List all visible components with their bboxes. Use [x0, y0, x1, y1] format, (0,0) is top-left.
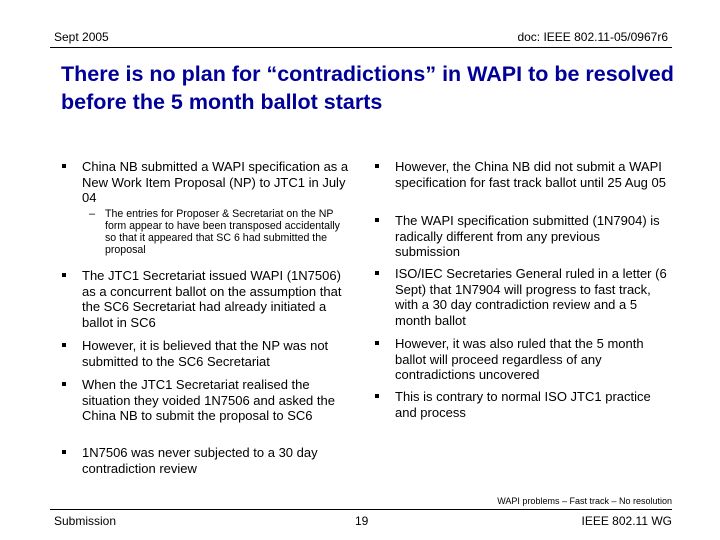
bullet-icon [62, 164, 66, 168]
bullet-icon [375, 341, 379, 345]
dash-icon: – [89, 208, 96, 220]
list-item: China NB submitted a WAPI specification as a New Work Item Proposal (NP) to JTC1 in July 04 [82, 159, 352, 206]
list-item: The JTC1 Secretariat issued WAPI (1N7506) as a concurrent ballot on the assumption that the SC6 Secretariat had already initiated a ballot in SC6 [82, 268, 352, 330]
bullet-icon [62, 273, 66, 277]
list-item: However, it is believed that the NP was not submitted to the SC6 Secretariat [82, 338, 352, 369]
bullet-icon [375, 394, 379, 398]
bullet-icon [375, 164, 379, 168]
slide-title: There is no plan for “contradictions” in WAPI to be resolved before the 5 month ballot starts [61, 62, 674, 114]
list-item: When the JTC1 Secretariat realised the situation they voided 1N7506 and asked the China NB to submit the proposal to SC6 [82, 377, 352, 424]
bullet-icon [375, 218, 379, 222]
list-subitem: – The entries for Proposer & Secretariat on the NP form appear to have been transposed accidentally so that it appeared that SC 6 had submitted the proposal [89, 208, 340, 256]
page-number: 19 [355, 514, 369, 528]
footer-submission: Submission [54, 514, 117, 528]
bullet-icon [62, 382, 66, 386]
footer-org: IEEE 802.11 WG [581, 514, 672, 528]
header-date: Sept 2005 [54, 30, 109, 44]
bullet-icon [62, 450, 66, 454]
list-item: This is contrary to normal ISO JTC1 practice and process [395, 389, 667, 420]
header-doc-id: doc: IEEE 802.11-05/0967r6 [517, 30, 668, 44]
list-item: ISO/IEC Secretaries General ruled in a letter (6 Sept) that 1N7904 will progress to fast track, with a 30 day contradiction review and a 5 month ballot [395, 266, 667, 328]
left-bullet-list [82, 159, 352, 476]
list-item: However, it was also ruled that the 5 month ballot will proceed regardless of any contradictions uncovered [395, 336, 667, 383]
bullet-icon [62, 343, 66, 347]
bullet-icon [375, 271, 379, 275]
list-item: 1N7506 was never subjected to a 30 day contradiction review [82, 445, 352, 476]
list-item: However, the China NB did not submit a WAPI specification for fast track ballot until 25 Aug 05 [395, 159, 667, 190]
header-rule [50, 47, 672, 48]
list-item: The WAPI specification submitted (1N7904) is radically different from any previous submission [395, 213, 667, 260]
footer-rule [50, 509, 672, 510]
footnote-text: WAPI problems – Fast track – No resolution [497, 496, 672, 506]
